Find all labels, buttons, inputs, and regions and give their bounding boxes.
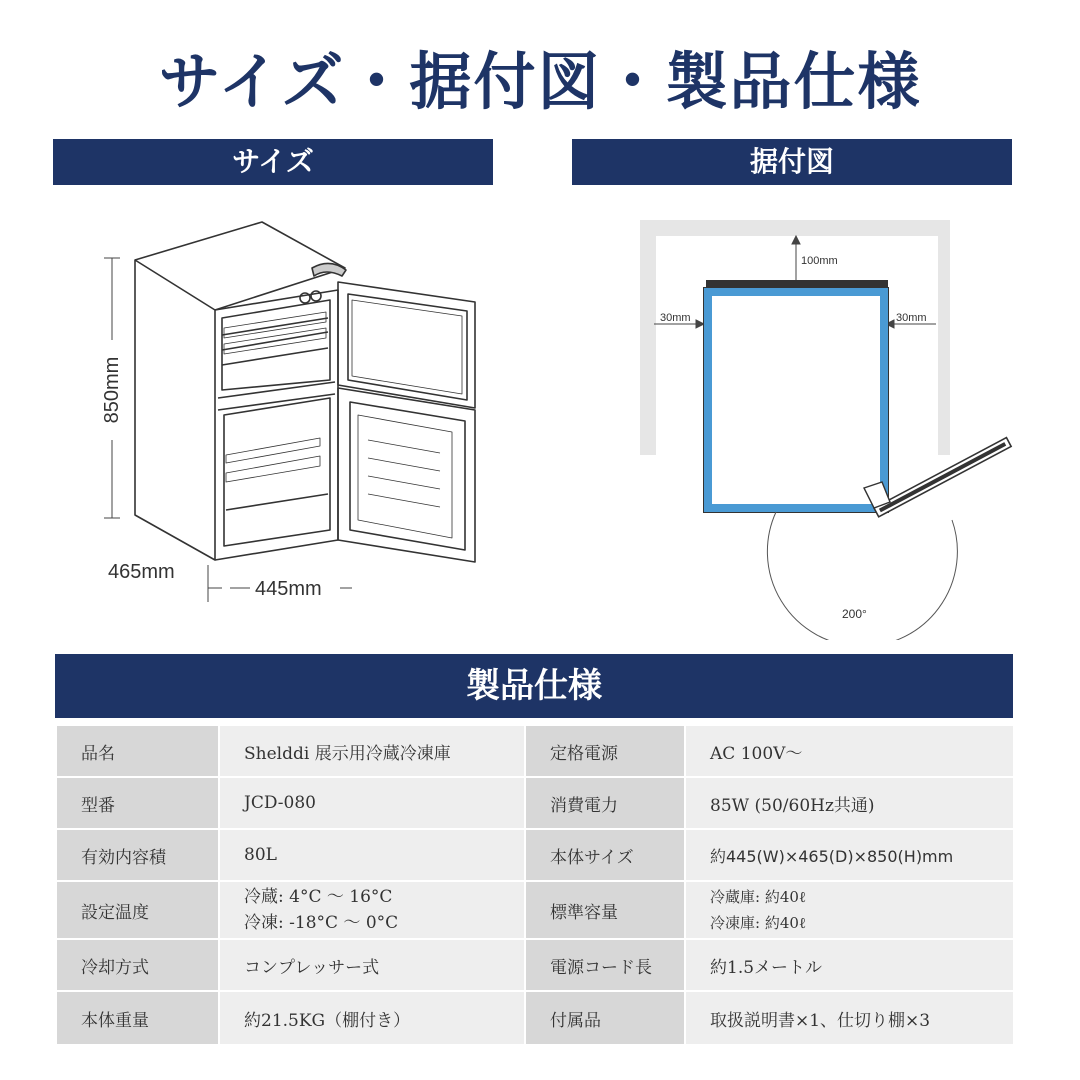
- spec-value-line: 冷凍: -18°C ～ 0°C: [244, 913, 399, 933]
- width-dimension-label: 445mm: [255, 578, 322, 600]
- table-row: [56, 777, 1014, 829]
- height-dimension-label: 850mm: [101, 356, 123, 424]
- spec-key: 品名: [56, 725, 219, 777]
- door-angle-label: 200°: [842, 607, 867, 621]
- fridge-size-diagram: [90, 210, 500, 610]
- top-clearance-label: 100mm: [801, 255, 838, 267]
- spec-key: 本体重量: [56, 991, 219, 1045]
- spec-key: 定格電源: [525, 725, 685, 777]
- spec-key: 標準容量: [525, 881, 685, 939]
- spec-value: Shelddi 展示用冷蔵冷凍庫: [219, 725, 525, 777]
- spec-key: 冷却方式: [56, 939, 219, 991]
- depth-dimension-label: 465mm: [108, 561, 175, 583]
- table-row: [56, 991, 1014, 1045]
- table-row: [56, 939, 1014, 991]
- spec-value: JCD-080: [219, 777, 525, 829]
- spec-value: 約1.5メートル: [685, 939, 1014, 991]
- spec-value: 約21.5KG（棚付き）: [219, 991, 525, 1045]
- spec-value-line: 冷蔵庫: 約40ℓ: [710, 888, 807, 906]
- spec-value: [219, 881, 525, 939]
- spec-table: [55, 724, 1015, 1046]
- spec-key: 付属品: [525, 991, 685, 1045]
- installation-diagram: [620, 200, 1040, 640]
- spec-value: 取扱説明書×1、仕切り棚×3: [685, 991, 1014, 1045]
- spec-value: 85W (50/60Hz共通): [685, 777, 1014, 829]
- right-clearance-label: 30mm: [896, 312, 927, 324]
- spec-value: [685, 881, 1014, 939]
- spec-key: 消費電力: [525, 777, 685, 829]
- spec-value: コンプレッサー式: [219, 939, 525, 991]
- spec-key: 有効内容積: [56, 829, 219, 881]
- table-row: [56, 829, 1014, 881]
- spec-key: 設定温度: [56, 881, 219, 939]
- spec-key: 本体サイズ: [525, 829, 685, 881]
- table-row: [56, 725, 1014, 777]
- table-row: [56, 881, 1014, 939]
- size-section-header: サイズ: [53, 139, 493, 185]
- spec-key: 電源コード長: [525, 939, 685, 991]
- spec-value-line: 冷凍庫: 約40ℓ: [710, 914, 807, 932]
- installation-section-header: 据付図: [572, 139, 1012, 185]
- spec-value-line: 冷蔵: 4°C ～ 16°C: [244, 887, 393, 907]
- spec-key: 型番: [56, 777, 219, 829]
- spec-value: 約445(W)×465(D)×850(H)mm: [685, 829, 1014, 881]
- left-clearance-label: 30mm: [660, 312, 691, 324]
- spec-value: 80L: [219, 829, 525, 881]
- spec-section-header: 製品仕様: [55, 654, 1013, 718]
- spec-value: AC 100V～: [685, 725, 1014, 777]
- page-title: サイズ・据付図・製品仕様: [158, 45, 922, 118]
